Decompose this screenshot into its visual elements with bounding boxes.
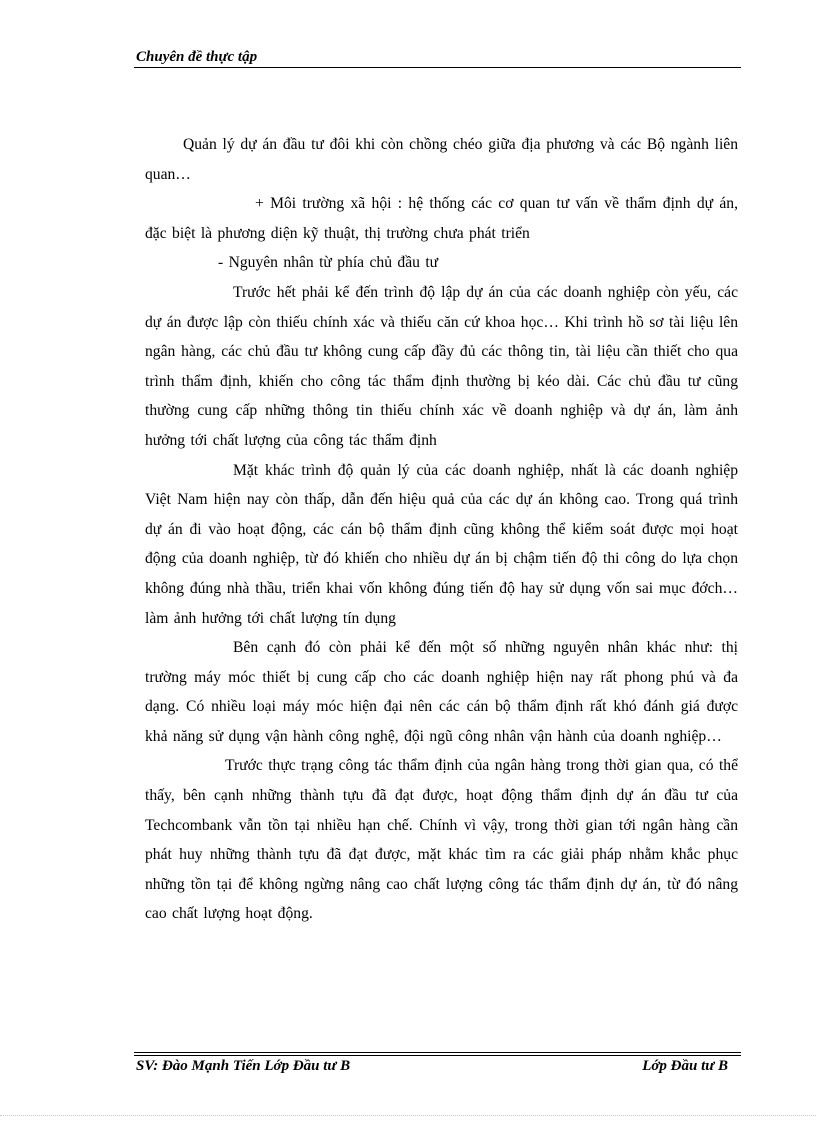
page-edge-dotted-line <box>0 1115 816 1116</box>
paragraph: Trước thực trạng công tác thẩm định của ngân hàng trong thời gian qua, có thể thấy, bên cạnh những thành tựu đã đạt được, hoạt động thẩm định dự án đầu tư của Techcombank vẫn tồn tại nhiều hạn chế. Chính vì vậy, trong thời gian tới ngân hàng cần phát huy những thành tựu đã đạt được, mặt khác tìm ra các giải pháp nhằm khắc phục những tồn tại để không ngừng nâng cao chất lượng công tác thẩm định dự án, từ đó nâng cao chất lượng hoạt động. <box>145 757 738 923</box>
paragraph: + Môi trường xã hội : hệ thống các cơ quan tư vấn về thẩm định dự án, đặc biệt là phương diện kỹ thuật, thị trường chưa phát triển <box>145 195 738 242</box>
header-title: Chuyên đề thực tập <box>136 49 258 65</box>
footer-divider-thick <box>134 1055 741 1056</box>
paragraph: - Nguyên nhân từ phía chủ đầu tư <box>218 254 439 272</box>
paragraph: Trước hết phải kể đến trình độ lập dự án của các doanh nghiệp còn yếu, các dự án được lập còn thiếu chính xác và thiếu căn cứ khoa học… Khi trình hồ sơ tài liệu lên ngân hàng, các chủ đầu tư không cung cấp đầy đủ các thông tin, tài liệu cần thiết cho qua trình thẩm định, khiến cho công tác thẩm định thường bị kéo dài. Các chủ đầu tư cũng thường cung cấp những thông tin thiếu chính xác về doanh nghiệp và dự án, làm ảnh hưởng tới chất lượng của công tác thẩm định <box>145 283 738 449</box>
header-divider <box>134 67 741 68</box>
paragraph: Bên cạnh đó còn phải kể đến một số những nguyên nhân khác như: thị trường máy móc thiết bị cung cấp cho các doanh nghiệp hiện nay rất phong phú và đa dạng. Có nhiều loại máy móc hiện đại nên các cán bộ thẩm định rất khó đánh giá được khả năng sử dụng vận hành công nghệ, đội ngũ công nhân vận hành của doanh nghiệp… <box>145 639 738 745</box>
footer-class: Lớp Đầu tư B <box>642 1058 728 1074</box>
footer-author: SV: Đào Mạnh Tiến Lớp Đầu tư B <box>136 1058 351 1074</box>
paragraph: Mặt khác trình độ quản lý của các doanh nghiệp, nhất là các doanh nghiệp Việt Nam hiện nay còn thấp, dẫn đến hiệu quả của các dự án không cao. Trong quá trình dự án đi vào hoạt động, các cán bộ thẩm định cũng không thể kiểm soát được mọi hoạt động của doanh nghiệp, từ đó khiến cho nhiều dự án bị chậm tiến độ thi công do lựa chọn không đúng nhà thầu, triển khai vốn không đúng tiến độ hay sử dụng vốn sai mục đớch… làm ảnh hưởng tới chất lượng tín dụng <box>145 461 738 627</box>
paragraph: Quản lý dự án đầu tư đôi khi còn chồng chéo giữa địa phương và các Bộ ngành liên quan… <box>145 136 738 183</box>
body-text <box>145 130 738 929</box>
footer-divider-thin <box>134 1052 741 1053</box>
